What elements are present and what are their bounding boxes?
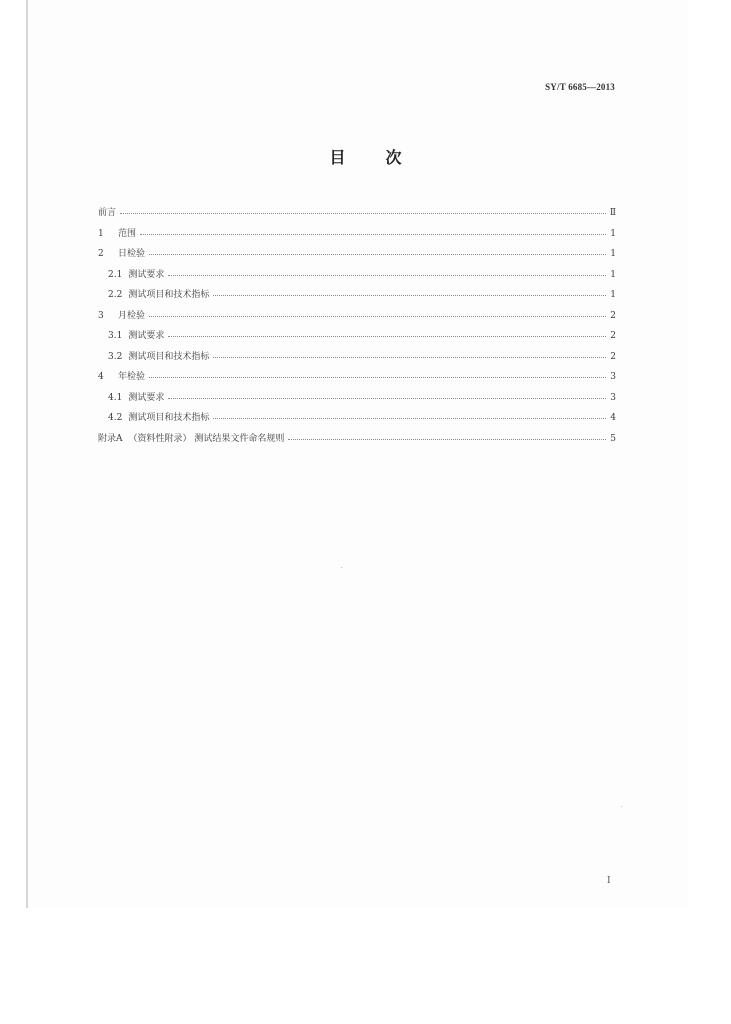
toc-leader-dots <box>168 392 606 399</box>
toc-page-number: 2 <box>610 310 616 321</box>
toc-entry-2-1[interactable] <box>98 267 616 288</box>
toc-entry-text: 范围 <box>118 228 137 239</box>
toc-entry-4-2[interactable] <box>98 410 616 431</box>
toc-entry-text: 测试要求 <box>128 392 165 403</box>
toc-entry-text: 月检验 <box>118 310 146 321</box>
toc-entry-text: 前言 <box>98 208 117 218</box>
toc-leader-dots <box>168 330 606 337</box>
toc-entry-text: 测试要求 <box>128 331 165 341</box>
standard-code: SY/T 6685—2013 <box>545 82 615 92</box>
toc-entry-text: 测试项目和技术指标 <box>128 290 210 300</box>
toc-leader-dots <box>149 371 606 378</box>
toc-page-number: 3 <box>610 372 616 382</box>
toc-entry-number: 4 <box>98 372 104 382</box>
toc-entry-number: 2.1 <box>108 269 123 280</box>
toc-leader-dots <box>213 412 606 419</box>
toc-entry-text: 年检验 <box>118 372 146 382</box>
toc-page-number: 1 <box>610 269 616 280</box>
scan-left-edge <box>26 0 28 908</box>
toc-page-number: 1 <box>610 228 616 239</box>
toc-entry-3-2[interactable] <box>98 349 616 370</box>
toc-entry-text: （资料性附录） 测试结果文件命名规则 <box>128 433 285 444</box>
table-of-contents <box>98 205 616 451</box>
toc-title: 目次 <box>329 148 442 167</box>
toc-page-number: 2 <box>610 351 616 362</box>
toc-leader-dots <box>149 310 606 317</box>
toc-entry-number: 3.2 <box>108 351 123 362</box>
scan-speck <box>621 806 622 807</box>
toc-entry-4[interactable] <box>98 369 616 390</box>
toc-entry-text: 测试项目和技术指标 <box>128 351 210 362</box>
toc-entry-number: 4.1 <box>108 392 123 403</box>
toc-leader-dots <box>213 289 606 296</box>
toc-entry-number: 4.2 <box>108 413 123 423</box>
toc-entry-number: 1 <box>98 228 104 239</box>
scan-speck <box>341 567 342 568</box>
page-number: I <box>607 876 611 886</box>
toc-entry-1[interactable] <box>98 226 616 247</box>
toc-page-number: Ⅱ <box>609 208 616 218</box>
toc-leader-dots <box>288 433 606 440</box>
document-page <box>26 0 688 908</box>
toc-page-number: 3 <box>610 392 616 403</box>
toc-entry-number: 3 <box>98 310 104 321</box>
toc-entry-number: 附录A <box>98 433 123 444</box>
toc-entry-number: 2.2 <box>108 290 123 300</box>
toc-entry-4-1[interactable] <box>98 390 616 411</box>
toc-leader-dots <box>168 269 606 276</box>
toc-entry-appendix-a[interactable] <box>98 431 616 452</box>
toc-entry-foreword[interactable] <box>98 205 616 226</box>
toc-page-number: 4 <box>610 413 616 423</box>
toc-entry-text: 日检验 <box>118 249 146 259</box>
toc-entry-3-1[interactable] <box>98 328 616 349</box>
toc-entry-3[interactable] <box>98 308 616 329</box>
toc-entry-text: 测试项目和技术指标 <box>128 413 210 423</box>
toc-entry-2-2[interactable] <box>98 287 616 308</box>
toc-page-number: 5 <box>610 433 616 444</box>
toc-entry-2[interactable] <box>98 246 616 267</box>
toc-leader-dots <box>213 351 606 358</box>
toc-page-number: 2 <box>610 331 616 341</box>
toc-entry-number: 3.1 <box>108 331 123 341</box>
toc-leader-dots <box>149 248 606 255</box>
toc-page-number: 1 <box>610 290 616 300</box>
toc-leader-dots <box>120 207 606 214</box>
toc-leader-dots <box>140 228 606 235</box>
toc-page-number: 1 <box>610 249 616 259</box>
toc-entry-number: 2 <box>98 249 104 259</box>
toc-entry-text: 测试要求 <box>128 269 165 280</box>
